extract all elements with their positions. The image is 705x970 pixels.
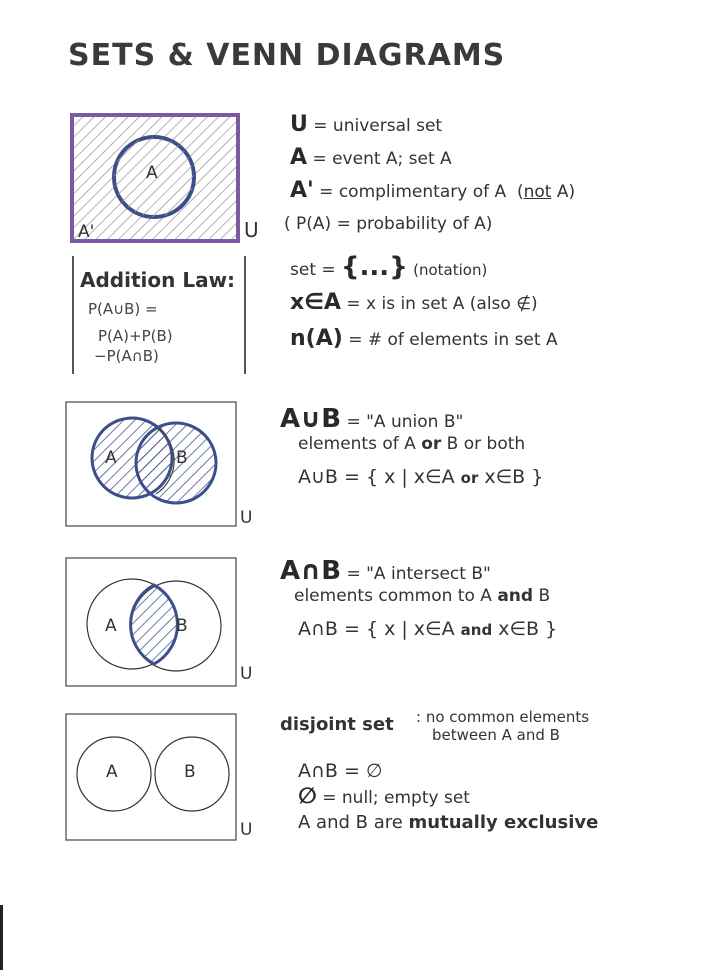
intersection-heading: A∩B = "A intersect B" xyxy=(280,556,491,586)
intersection-label-a: A xyxy=(105,616,117,636)
union-label-b: B xyxy=(176,448,188,468)
intersection-description: elements common to A and B xyxy=(294,586,551,606)
def-event: A = event A; set A xyxy=(290,145,452,170)
addition-law-line: P(A)+P(B) xyxy=(98,327,173,345)
intersection-venn-diagram xyxy=(64,556,244,690)
universe-label: U xyxy=(244,218,259,242)
disjoint-venn-diagram xyxy=(64,712,244,844)
set-a-label: A xyxy=(146,163,158,183)
def-complement: A' = complimentary of A (not A) xyxy=(290,178,576,203)
union-heading: A∪B = "A union B" xyxy=(280,404,464,434)
def-universal: U = universal set xyxy=(290,112,443,137)
disjoint-meaning-2: between A and B xyxy=(432,726,560,744)
union-universe-label: U xyxy=(240,508,253,528)
union-label-a: A xyxy=(105,448,117,468)
union-venn-diagram xyxy=(64,400,244,530)
intersection-universe-label: U xyxy=(240,664,253,684)
complement-label: A' xyxy=(78,222,95,242)
disjoint-label-b: B xyxy=(184,762,196,782)
addition-law-line: P(A∪B) = xyxy=(88,300,158,318)
empty-set-definition: ∅ = null; empty set xyxy=(298,784,470,809)
def-count: n(A) = # of elements in set A xyxy=(290,326,558,351)
def-probability: ( P(A) = probability of A) xyxy=(284,214,493,234)
addition-law-line: −P(A∩B) xyxy=(94,347,159,365)
intersection-label-b: B xyxy=(176,616,188,636)
union-formula: A∪B = { x | x∈A or x∈B } xyxy=(298,466,544,488)
page-title: SETS & VENN DIAGRAMS xyxy=(68,38,506,73)
disjoint-title: disjoint set xyxy=(280,714,394,735)
disjoint-formula: A∩B = ∅ xyxy=(298,760,383,782)
mutually-exclusive-line: A and B are mutually exclusive xyxy=(298,812,599,833)
addition-law-title: Addition Law: xyxy=(80,268,236,292)
def-set-notation: set = {...} (notation) xyxy=(290,252,488,282)
union-description: elements of A or B or both xyxy=(298,434,526,454)
disjoint-meaning-1: : no common elements xyxy=(416,708,590,726)
disjoint-universe-label: U xyxy=(240,820,253,840)
scan-edge xyxy=(0,905,3,970)
def-membership: x∈A = x is in set A (also ∉) xyxy=(290,290,538,315)
disjoint-label-a: A xyxy=(106,762,118,782)
intersection-formula: A∩B = { x | x∈A and x∈B } xyxy=(298,618,558,640)
